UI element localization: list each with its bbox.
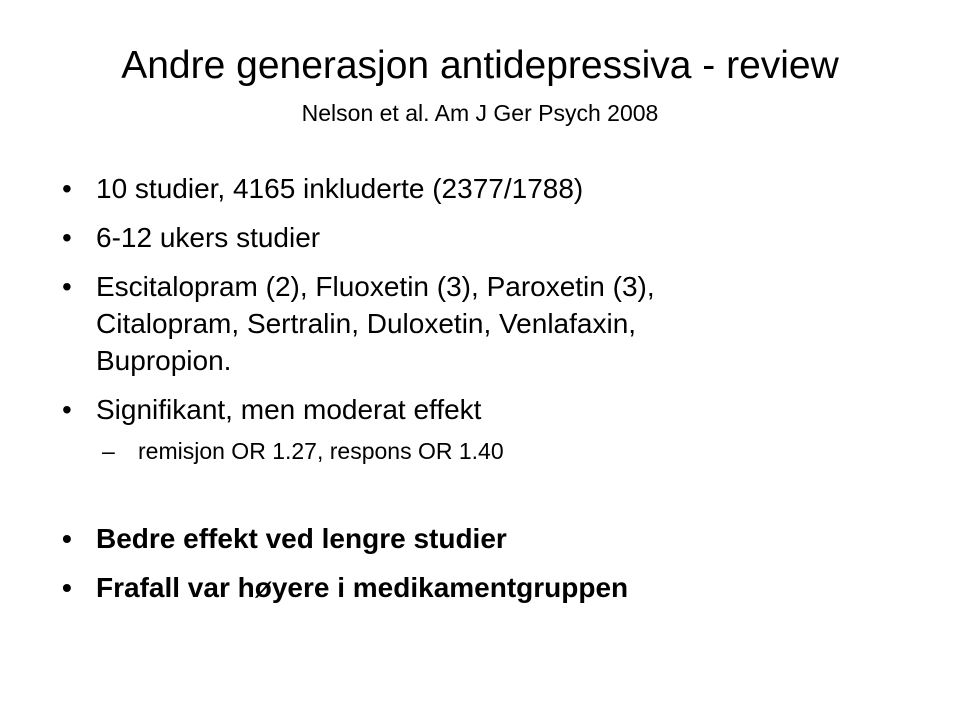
slide-subtitle: Nelson et al. Am J Ger Psych 2008 <box>301 100 659 126</box>
bullet-text: Frafall var høyere i medikamentgruppen <box>96 572 629 603</box>
bullet-text: 6-12 ukers studier <box>96 222 321 253</box>
bullet-icon: • <box>62 394 72 425</box>
title-block <box>40 42 920 128</box>
bullet-icon: • <box>62 222 72 253</box>
bullet-text-line: Bupropion. <box>96 345 232 376</box>
spacer <box>62 478 922 520</box>
bullet-text-line: Escitalopram (2), Fluoxetin (3), Paroxetin (3), <box>96 271 655 302</box>
sub-bullet-text: remisjon OR 1.27, respons OR 1.40 <box>138 438 504 464</box>
bullet-icon: • <box>62 523 72 554</box>
bullet-item-duration <box>62 219 922 256</box>
bullet-item-drugs <box>62 268 922 379</box>
bullet-item-studies <box>62 170 922 207</box>
bullet-icon: • <box>62 173 72 204</box>
bullet-item-dropout <box>62 569 922 606</box>
dash-icon: – <box>102 438 115 464</box>
bullet-icon: • <box>62 271 72 302</box>
slide-body <box>62 170 922 618</box>
slide-title: Andre generasjon antidepressiva - review <box>121 44 839 87</box>
bullet-text-line: Citalopram, Sertralin, Duloxetin, Venlafaxin, <box>96 308 637 339</box>
bullet-text: Bedre effekt ved lengre studier <box>96 523 507 554</box>
bullet-item-effect <box>62 391 922 428</box>
bullet-icon: • <box>62 572 72 603</box>
bullet-item-longer-studies <box>62 520 922 557</box>
bullet-text: 10 studier, 4165 inkluderte (2377/1788) <box>96 173 584 204</box>
bullet-list <box>62 170 922 606</box>
sub-bullet-item-odds <box>62 436 922 466</box>
bullet-text: Signifikant, men moderat effekt <box>96 394 482 425</box>
